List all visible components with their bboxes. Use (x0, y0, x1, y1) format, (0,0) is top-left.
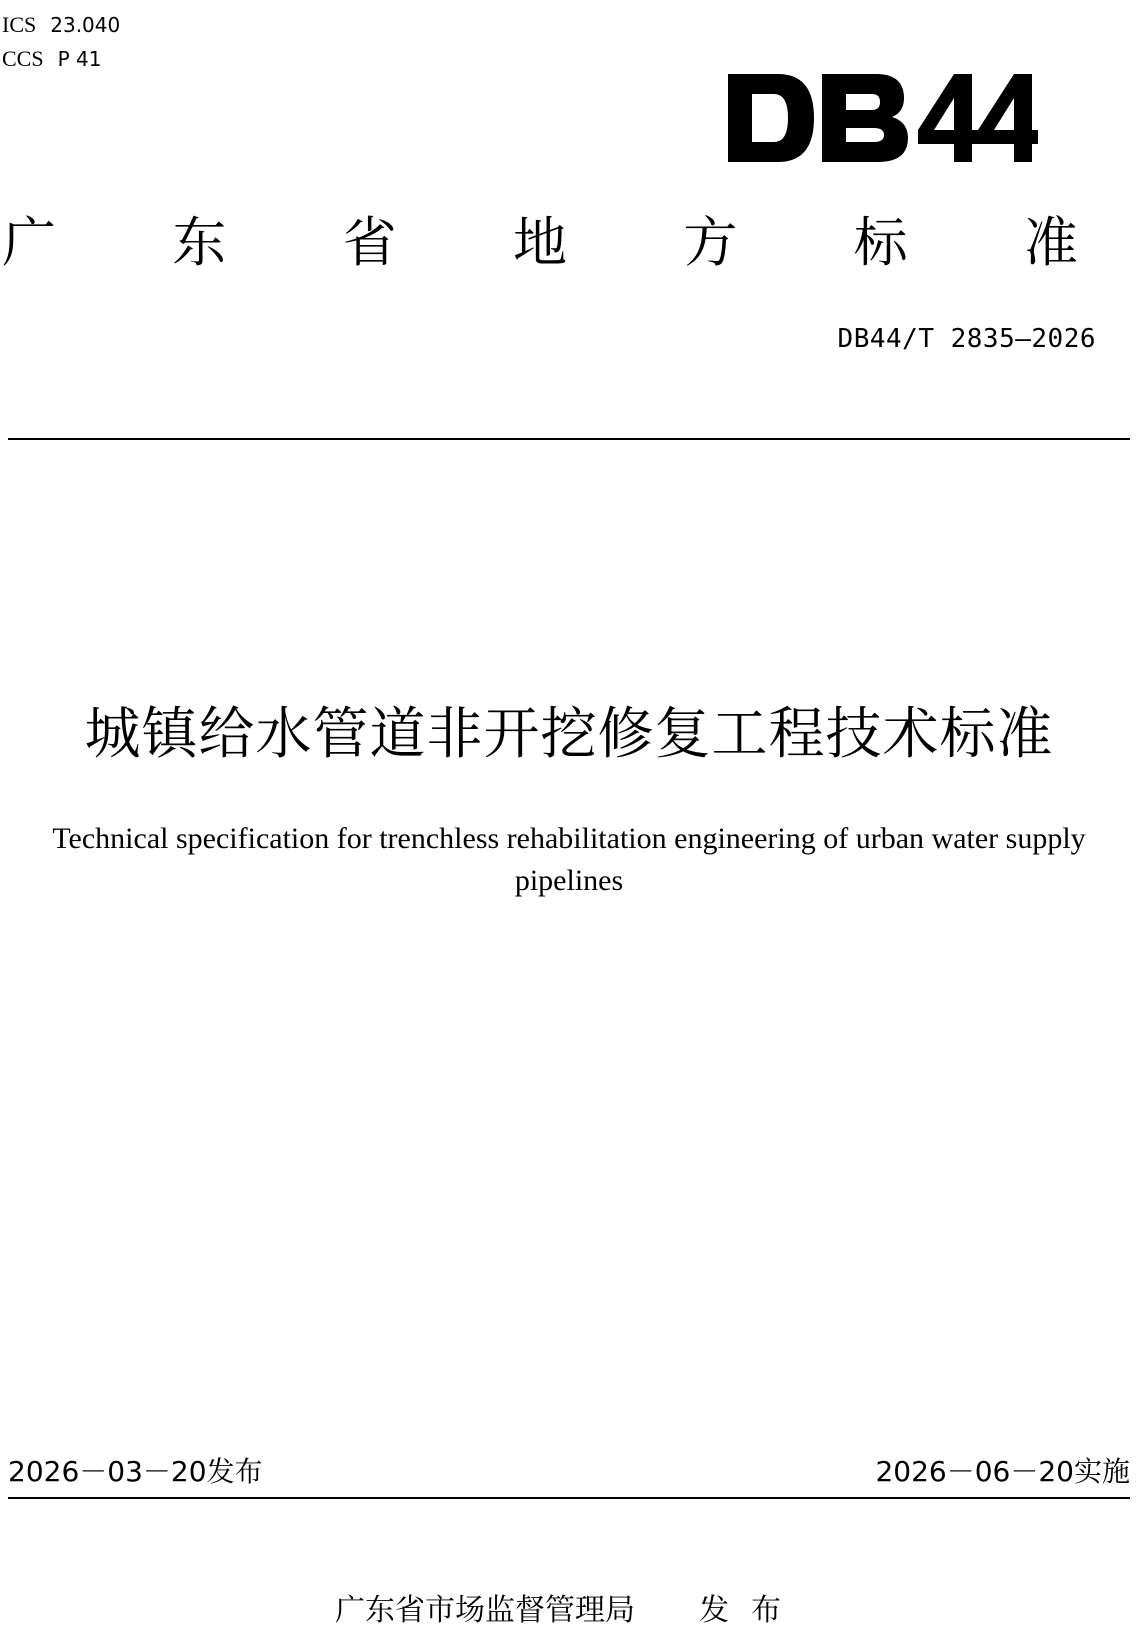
standard-number: DB44/T 2835—2026 (837, 324, 1096, 354)
standard-class (0, 208, 1138, 278)
ccs-value: P 41 (57, 47, 102, 71)
ccs-code (2, 46, 101, 72)
standard-class-char: 广 (2, 211, 56, 274)
publisher-action: 发布 (699, 1593, 803, 1628)
issue-date-line (8, 1452, 263, 1492)
db44-logo (728, 68, 1038, 168)
standard-class-char: 标 (853, 211, 908, 274)
divider-bottom (8, 1497, 1130, 1499)
title-chinese: 城镇给水管道非开挖修复工程技术标准 (84, 702, 1054, 767)
implement-date-line (875, 1452, 1130, 1492)
implement-date: 2026－06－20 (875, 1455, 1074, 1488)
standard-class-char: 地 (513, 211, 567, 274)
divider-top (8, 438, 1130, 440)
standard-class-char: 省 (342, 211, 397, 274)
standard-class-char: 方 (683, 211, 738, 274)
ccs-label: CCS (2, 46, 44, 71)
ics-value: 23.040 (50, 13, 121, 37)
title-english: Technical specification for trenchless rehabilitation engineering of urban water supply pipelines (52, 822, 1086, 897)
issue-date: 2026－03－20 (8, 1455, 207, 1488)
svg-text:DB44: DB44 (728, 68, 731, 69)
ics-label: ICS (2, 12, 37, 37)
ics-code (2, 12, 120, 38)
standard-class-char: 准 (1024, 211, 1078, 274)
publisher-line (0, 1590, 1138, 1632)
implement-label: 实施 (1073, 1455, 1130, 1488)
standard-class-char: 东 (172, 211, 227, 274)
issue-label: 发布 (206, 1455, 263, 1488)
publisher-name: 广东省市场监督管理局 (335, 1593, 635, 1628)
